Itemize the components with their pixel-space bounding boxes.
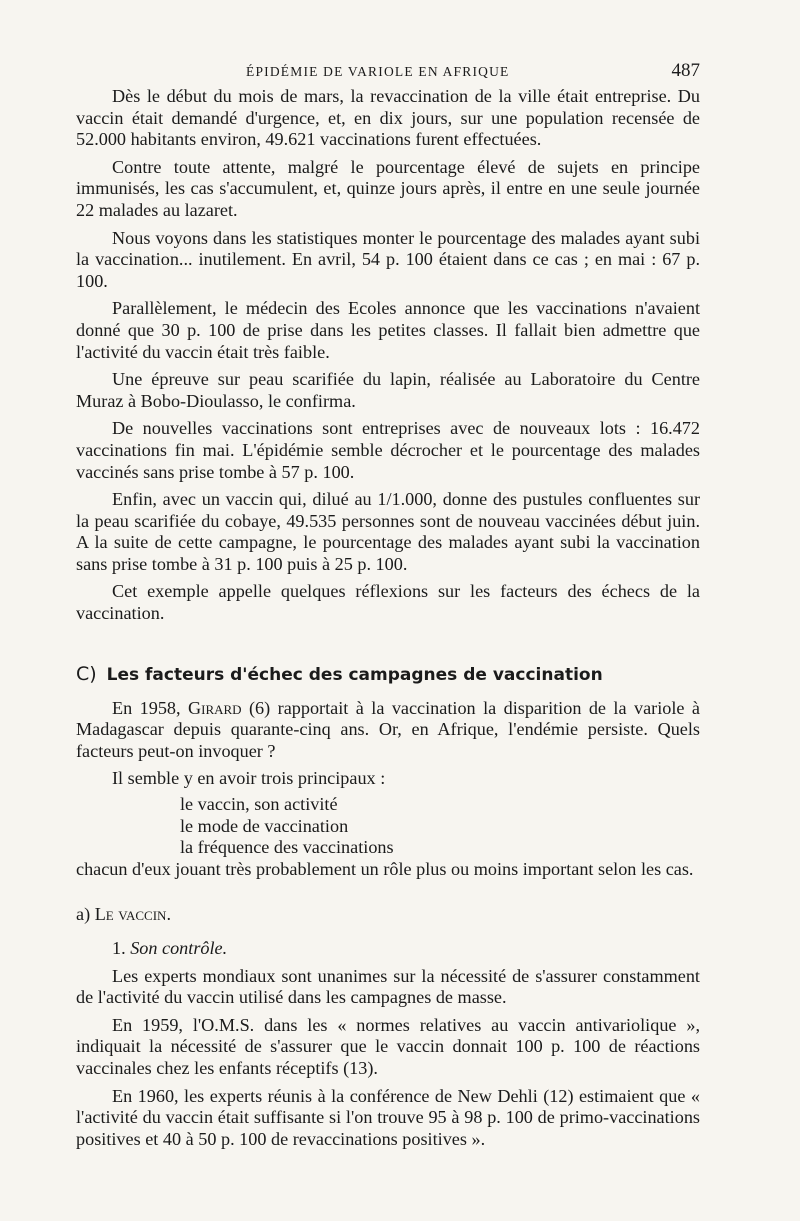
item-number: 1. [112,938,126,958]
page-number: 487 [671,60,700,81]
paragraph: En 1959, l'O.M.S. dans les « normes relatives au vaccin antivariolique », indiquait la nécessité de s'assurer que le vaccin donnait 100 p. 100 de réactions vaccinales chez les enfants réceptifs (13). [76,1014,700,1078]
list-item: le vaccin, son activité [180,794,338,815]
paragraph: Nous voyons dans les statistiques monter le pourcentage des malades ayant subi la vaccination... inutilement. En avril, 54 p. 100 étaient dans ce cas ; en mai : 67 p. 100. [76,227,700,291]
paragraph: De nouvelles vaccinations sont entreprises avec de nouveaux lots : 16.472 vaccinations fin mai. L'épidémie semble décrocher et le pourcentage des malades vaccinés sans prise tombe à 57 p. 100. [76,418,700,482]
top-paragraphs [76,86,700,625]
list-item: le mode de vaccination [180,815,349,836]
item-title: Son contrôle. [130,938,228,958]
paragraph: Cet exemple appelle quelques réflexions sur les facteurs des échecs de la vaccination. [76,581,700,624]
text-run: (6) rapportait à la vaccination la disparition de la variole à Madagascar depuis quarante-cinq ans. Or, en Afrique, l'endémie persiste. Quels facteurs peut-on invoquer ? [76,697,700,761]
section-heading [76,663,700,686]
list-item: la fréquence des vaccinations [180,837,394,858]
paragraph: En 1960, les experts réunis à la conférence de New Dehli (12) estimaient que « l'activité du vaccin était suffisante si l'on trouve 95 à 98 p. 100 de primo-vaccinations positives et 40 à 50 p. 100 de revaccinations positives ». [76,1085,700,1149]
paragraph: Les experts mondiaux sont unanimes sur la nécessité de s'assurer constamment de l'activité du vaccin utilisé dans les campagnes de masse. [76,965,700,1008]
author-name: Girard [187,697,242,718]
running-title: ÉPIDÉMIE DE VARIOLE EN AFRIQUE [246,64,510,79]
paragraph: Contre toute attente, malgré le pourcentage élevé de sujets en principe immunisés, les cas s'accumulent, et, quinze jours après, il entre en une seule journée 22 malades au lazaret. [76,156,700,220]
subsection-heading [76,904,700,926]
section-letter: C) [76,662,97,685]
paragraph: chacun d'eux jouant très probablement un rôle plus ou moins important selon les cas. [76,858,694,879]
paragraph: Parallèlement, le médecin des Ecoles annonce que les vaccinations n'avaient donné que 30 p. 100 de prise dans les petites classes. Il fallait bien admettre que l'activité du vaccin était très faible. [76,298,700,362]
paragraph: Enfin, avec un vaccin qui, dilué au 1/1.000, donne des pustules confluentes sur la peau scarifiée du cobaye, 49.535 personnes sont de nouveau vaccinées début juin. A la suite de cette campagne, le pourcentage des malades ayant subi la vaccination sans prise tombe à 31 p. 100 puis à 25 p. 100. [76,489,700,574]
running-header [76,60,700,86]
subsection-label: a) [76,904,91,925]
subsection-title: Le vaccin. [94,904,171,925]
paragraph [76,698,700,763]
text-run: En 1958, [112,697,188,718]
factor-list [180,794,700,859]
section-title: Les facteurs d'échec des campagnes de vaccination [106,664,603,685]
paragraph: Une épreuve sur peau scarifiée du lapin, réalisée au Laboratoire du Centre Muraz à Bobo-Dioulasso, le confirma. [76,369,700,411]
item-heading [76,938,700,960]
paragraph: Dès le début du mois de mars, la revaccination de la ville était entreprise. Du vaccin était demandé d'urgence, et, en dix jours, sur une population recensée de 52.000 habitants environ, 49.621 vaccinations furent effectuées. [76,86,700,150]
paragraph: Il semble y en avoir trois principaux : [112,768,386,789]
page-body [76,60,700,1150]
